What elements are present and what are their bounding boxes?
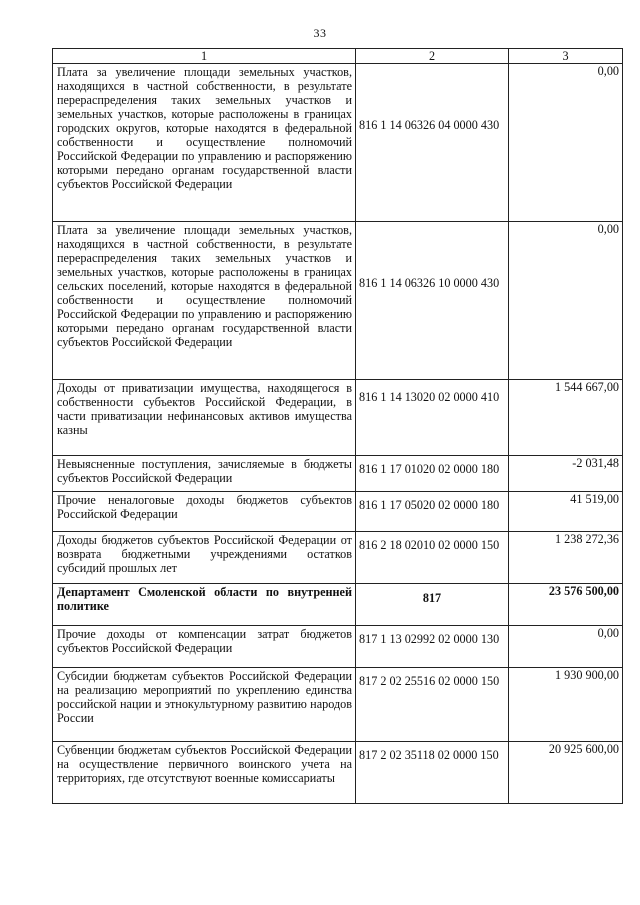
header-col-2: 2 <box>356 49 509 64</box>
table-row <box>53 626 623 668</box>
code-text: 817 1 13 02992 02 0000 130 <box>359 632 500 646</box>
amount-value: 0,00 <box>509 64 623 222</box>
code-text: 816 1 14 06326 04 0000 430 <box>359 118 500 132</box>
budget-classification-code <box>356 222 509 380</box>
code-text: 817 2 02 35118 02 0000 150 <box>359 748 499 762</box>
budget-revenue-table <box>52 48 623 804</box>
budget-classification-code <box>356 64 509 222</box>
amount-value: 20 925 600,00 <box>509 742 623 804</box>
code-text: 817 2 02 25516 02 0000 150 <box>359 674 500 688</box>
budget-classification-code <box>356 584 509 626</box>
header-col-3: 3 <box>509 49 623 64</box>
table-row <box>53 532 623 584</box>
code-text: 816 1 14 06326 10 0000 430 <box>359 276 500 290</box>
amount-value: 1 544 667,00 <box>509 380 623 456</box>
budget-classification-code <box>356 456 509 492</box>
revenue-description: Доходы от приватизации имущества, находящегося в собственности субъектов Российской Федерации, в части приватизации нефинансовых активов имущества казны <box>53 380 356 456</box>
amount-value: 0,00 <box>509 626 623 668</box>
table-row <box>53 380 623 456</box>
revenue-description: Доходы бюджетов субъектов Российской Федерации от возврата бюджетными учреждениями остатков субсидий прошлых лет <box>53 532 356 584</box>
budget-classification-code <box>356 742 509 804</box>
amount-value: 1 238 272,36 <box>509 532 623 584</box>
table-row <box>53 584 623 626</box>
table-row <box>53 456 623 492</box>
revenue-description: Субсидии бюджетам субъектов Российской Федерации на реализацию мероприятий по укреплению единства российской нации и этнокультурному развитию народов России <box>53 668 356 742</box>
code-text: 816 1 14 13020 02 0000 410 <box>359 390 500 404</box>
amount-value: 41 519,00 <box>509 492 623 532</box>
code-text: 816 2 18 02010 02 0000 150 <box>359 538 500 552</box>
budget-classification-code <box>356 380 509 456</box>
code-text: 816 1 17 01020 02 0000 180 <box>359 462 500 476</box>
revenue-description: Плата за увеличение площади земельных участков, находящихся в частной собственности, в результате перераспределения таких земельных участков и земельных участков, которые расположены в границах городских округов, которые находятся в федеральной собственности и осуществление полномочий Российской Федерации по управлению и распоряжению которыми передано органам государственной власти субъектов Российской Федерации <box>53 64 356 222</box>
table-row <box>53 64 623 222</box>
revenue-description: Прочие неналоговые доходы бюджетов субъектов Российской Федерации <box>53 492 356 532</box>
table-row <box>53 742 623 804</box>
amount-value: 23 576 500,00 <box>509 584 623 626</box>
budget-classification-code <box>356 626 509 668</box>
amount-value: 0,00 <box>509 222 623 380</box>
table-row <box>53 222 623 380</box>
amount-value: 1 930 900,00 <box>509 668 623 742</box>
revenue-description: Субвенции бюджетам субъектов Российской Федерации на осуществление первичного воинского учета на территориях, где отсутствуют военные комиссариаты <box>53 742 356 804</box>
header-col-1: 1 <box>53 49 356 64</box>
table-row <box>53 668 623 742</box>
amount-value: -2 031,48 <box>509 456 623 492</box>
budget-classification-code <box>356 668 509 742</box>
revenue-description: Невыясненные поступления, зачисляемые в бюджеты субъектов Российской Федерации <box>53 456 356 492</box>
budget-classification-code <box>356 492 509 532</box>
table-row <box>53 492 623 532</box>
revenue-description: Прочие доходы от компенсации затрат бюджетов субъектов Российской Федерации <box>53 626 356 668</box>
page-number: 33 <box>313 26 327 40</box>
budget-classification-code <box>356 532 509 584</box>
table-header-row <box>53 49 623 64</box>
revenue-description: Департамент Смоленской области по внутренней политике <box>53 584 356 626</box>
code-text: 816 1 17 05020 02 0000 180 <box>359 498 500 512</box>
code-text: 817 <box>422 591 442 605</box>
revenue-description: Плата за увеличение площади земельных участков, находящихся в частной собственности, в результате перераспределения таких земельных участков и земельных участков, которые расположены в границах сельских поселений, которые находятся в федеральной собственности и осуществление полномочий Российской Федерации по управлению и распоряжению которыми передано органам государственной власти субъектов Российской Федерации <box>53 222 356 380</box>
